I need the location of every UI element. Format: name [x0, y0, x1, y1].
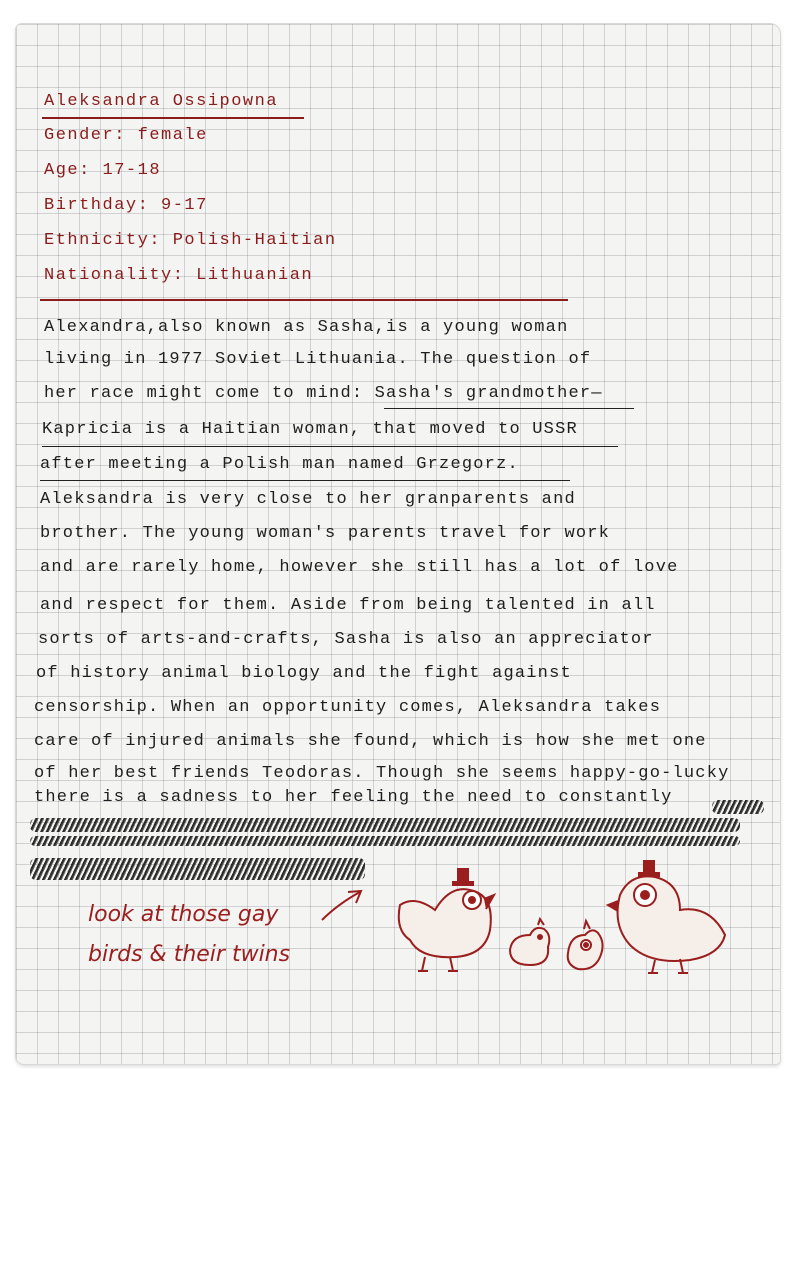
profile-ethnicity: Ethnicity: Polish-Haitian — [44, 231, 337, 250]
scribble-out — [712, 800, 764, 814]
body-line: censorship. When an opportunity comes, Aleksandra takes — [34, 698, 662, 717]
body-line: Kapricia is a Haitian woman, that moved to USSR — [42, 420, 578, 439]
chick-icon — [568, 921, 603, 969]
underline — [40, 480, 570, 481]
rooster-icon — [608, 861, 725, 973]
scribble-out — [30, 818, 740, 832]
body-line: and are rarely home, however she still has a lot of love — [40, 558, 679, 577]
body-line: of history animal biology and the fight against — [36, 664, 572, 683]
bird-icon — [399, 869, 494, 971]
underline — [384, 408, 634, 409]
underline — [42, 446, 618, 447]
chick-icon — [510, 919, 549, 965]
header-divider — [40, 299, 568, 301]
body-line: care of injured animals she found, which is how she met one — [34, 732, 707, 751]
scribble-out — [30, 836, 740, 846]
profile-name: Aleksandra Ossipowna — [44, 92, 279, 111]
profile-age: Age: 17-18 — [44, 161, 162, 180]
body-line: brother. The young woman's parents travel for work — [40, 524, 611, 543]
body-line: there is a sadness to her feeling the need to constantly — [34, 788, 673, 807]
profile-birthday: Birthday: 9-17 — [44, 196, 208, 215]
handwritten-note-line1: look at those gay — [88, 902, 279, 927]
body-line: her race might come to mind: Sasha's grandmother— — [44, 384, 603, 403]
name-underline — [42, 117, 304, 119]
body-line: Alexandra,also known as Sasha,is a young woman — [44, 318, 569, 337]
body-line: and respect for them. Aside from being talented in all — [40, 596, 656, 615]
body-line: of her best friends Teodoras. Though she seems happy-go-lucky — [34, 764, 730, 783]
arrow-icon — [318, 886, 368, 926]
body-line: living in 1977 Soviet Lithuania. The question of — [44, 350, 592, 369]
body-line: after meeting a Polish man named Grzegorz. — [40, 455, 519, 474]
scribble-out — [30, 858, 365, 880]
profile-nationality: Nationality: Lithuanian — [44, 266, 314, 285]
body-line: Aleksandra is very close to her granparents and — [40, 490, 576, 509]
body-line: sorts of arts-and-crafts, Sasha is also an appreciator — [38, 630, 654, 649]
handwritten-note-line2: birds & their twins — [88, 942, 291, 967]
profile-gender: Gender: female — [44, 126, 208, 145]
birds-doodle — [380, 855, 730, 980]
